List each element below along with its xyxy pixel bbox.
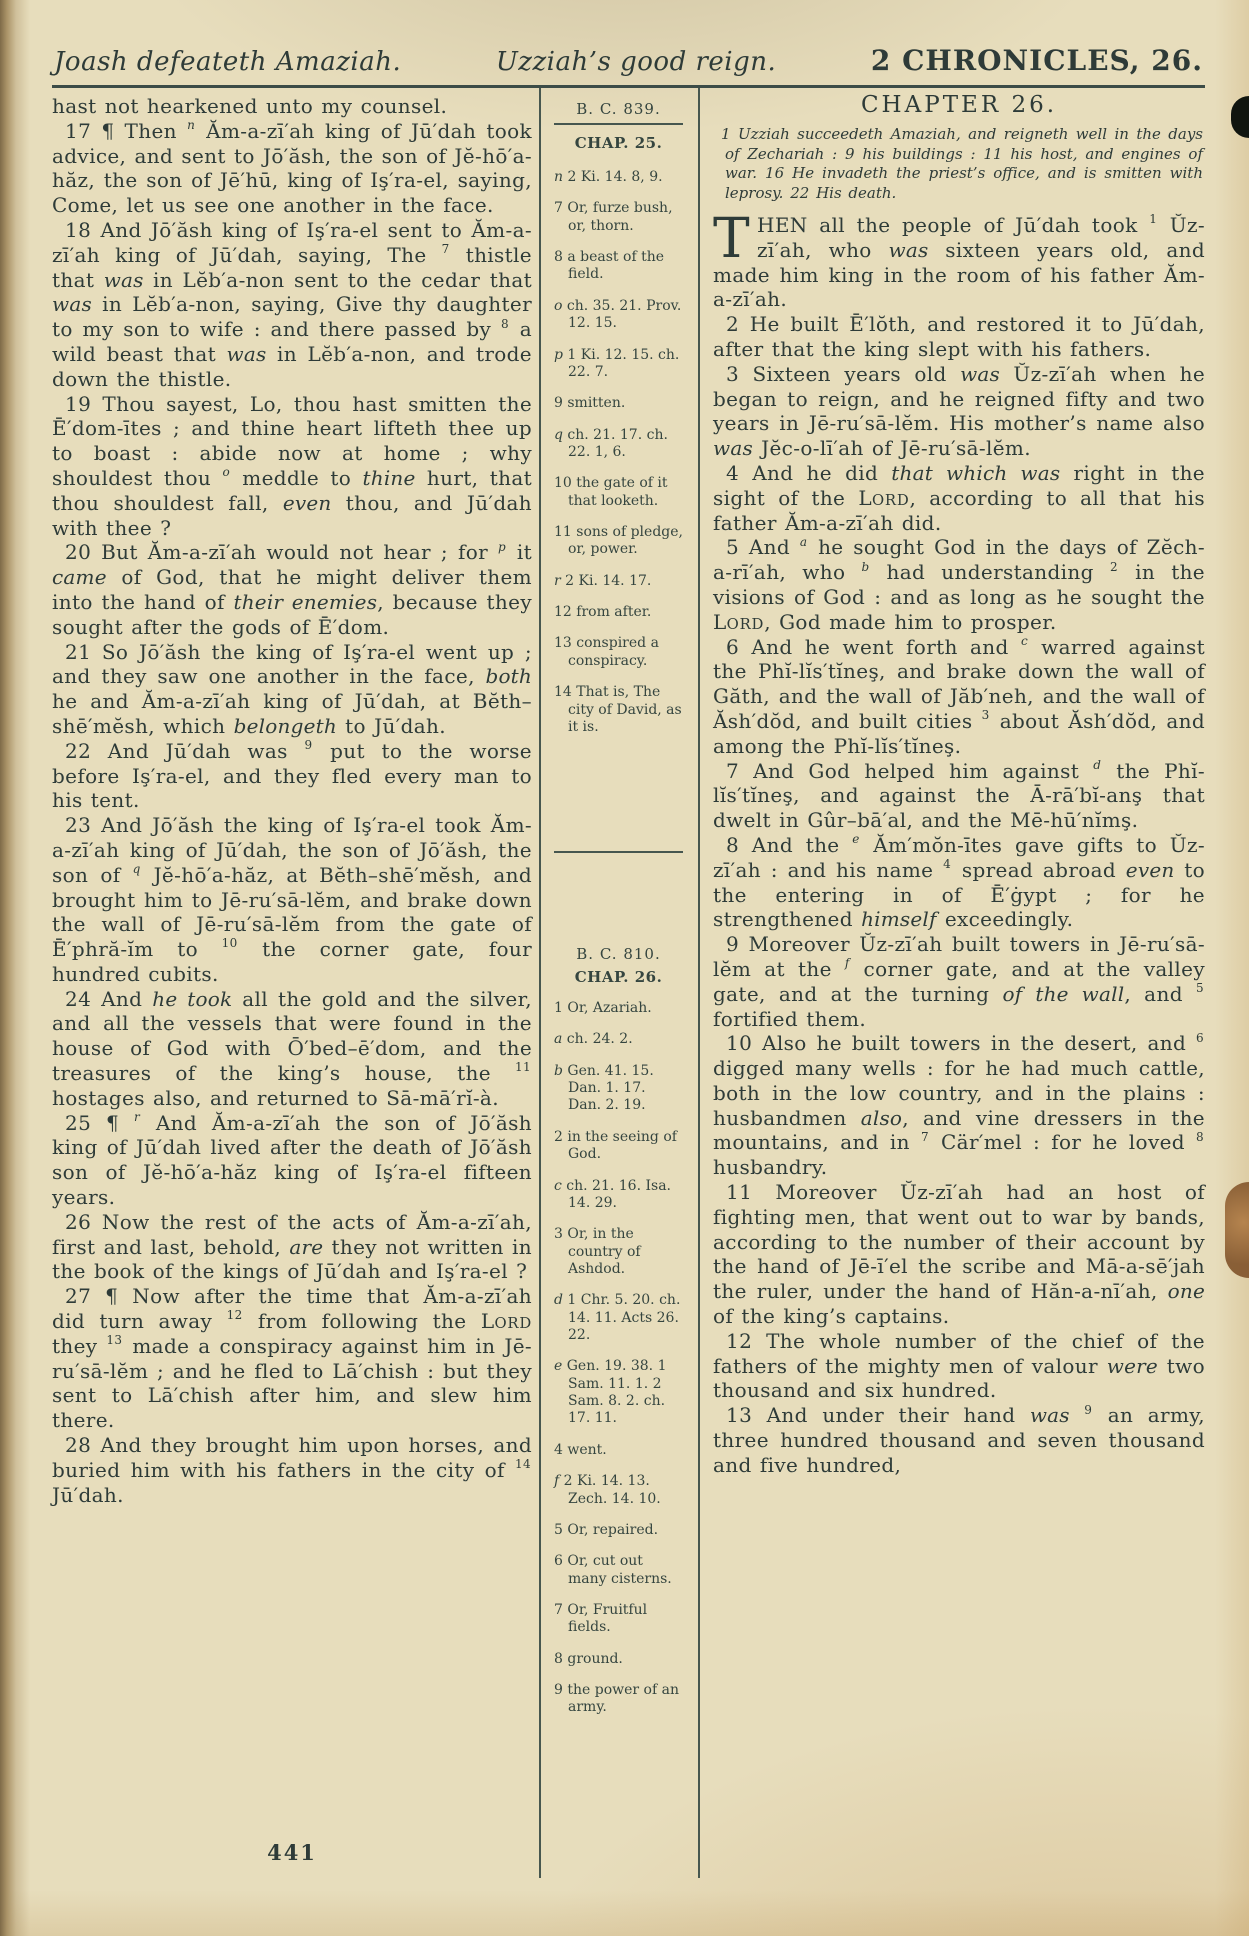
verse-paragraph: 7 And God helped him against $^d$ the Phĭ-lĭs′tĭneş, and against the Ā-rā′bĭ-anş that dwelt in Gûr–bā′al, and the Mē-hū′nĭmş. [713,757,1205,833]
margin-note: r 2 Ki. 14. 17. [554,572,652,589]
margin-note: 9 the power of an army. [554,1682,679,1716]
running-head-left: Joash defeateth Amaziah. [54,47,402,77]
verse-paragraph: 18 And Jō′ăsh king of Iş′ra-el sent to Ăm-a-zī′ah king of Jū′dah, saying, The $^7$ thistle that was in Lĕb′a-non sent to the cedar that was in Lĕb′a-non, saying, Give thy daughter to my son to wife : and there passed by $^8$ a wild beast that was in Lĕb′a-non, and trode down the thistle. [52,217,532,391]
verse-paragraph: 6 And he went forth and $^c$ warred against the Phĭ-lĭs′tĭneş, and brake down the wall of Găth, and the wall of Jăb′neh, and the wall of Ăsh′dŏd, and built cities $^3$ about Ăsh′dŏd, and among the Phĭ-lĭs′tĭneş. [713,633,1205,758]
margin-note: 3 Or, in the country of Ashdod. [554,1226,641,1277]
margin-note: 13 conspired a conspiracy. [554,635,659,669]
verse-paragraph: 20 But Ăm-a-zī′ah would not hear ; for $^p$ it came of God, that he might deliver them into the hand of their enemies, because they sought after the gods of Ē′dom. [52,539,533,639]
verse-paragraph: 9 Moreover Ŭz-zī′ah built towers in Jē-ru′sā-lĕm at the $^f$ corner gate, and at the valley gate, and at the turning of the wall, and $^5$ fortified them. [713,932,1205,1031]
margin-note: 7 Or, Fruitful fields. [554,1601,648,1636]
thumb-index-mark [1225,1182,1249,1278]
verse-paragraph: 21 So Jō′ăsh the king of Iş′ra-el went up ; and they saw one another in the face, both he and Ăm-a-zī′ah king of Jū′dah, at Bĕth–shē′mĕsh, which belongeth to Jū′dah. [52,639,532,738]
right-verses [713,312,1205,1477]
bc-date-label: B. C. 839. [576,100,661,118]
verse-paragraph: 17 ¶ Then $^n$ Ăm-a-zī′ah king of Jū′dah took advice, and sent to Jō′ăsh, the son of Jĕ-hō′a-hăz, the son of Jē′hū, king of Iş′ra-el, saying, Come, let us see one another in the face. [52,118,532,218]
margin-note: f 2 Ki. 14. 13. Zech. 14. 10. [554,1473,661,1507]
margin-note: 9 smitten. [554,395,626,412]
chapter-heading: CHAPTER 26. [860,92,1058,118]
margin-rule-top [554,123,683,125]
margin-note: p 1 Ki. 12. 15. ch. 22. 7. [554,346,680,380]
verse-paragraph: 23 And Jō′ăsh the king of Iş′ra-el took Ăm-a-zī′ah king of Jū′dah, the son of Jō′ăsh, the son of $^q$ Jĕ-hō′a-hăz, at Bĕth–shē′mĕsh, and brought him to Jē-ru′sā-lĕm, and brake down the wall of Jē-ru′sā-lĕm from the gate of Ē′phră-ĭm to $^{10}$ the corner gate, four hundred cubits. [52,813,532,986]
margin-rule-middle [554,851,683,853]
verse-paragraph: 28 And they brought him upon horses, and buried him with his fathers in the city of $^{14}$ Jū′dah. [52,1433,532,1507]
margin-note: n 2 Ki. 14. 8, 9. [554,169,663,185]
chapter-26-label: CHAP. 26. [574,968,663,986]
margin-note: 14 That is, The city of David, as it is. [554,684,682,735]
verse-paragraph: 3 Sixteen years old was Ŭz-zī′ah when he began to reign, and he reigned fifty and two years in Jē-ru′sā-lĕm. His mother’s name also was Jĕc-o-lī′ah of Jē-ru′sā-lĕm. [713,361,1206,461]
margin-note: 1 Or, Azariah. [554,1000,652,1016]
margin-note: 6 Or, cut out many cisterns. [554,1553,672,1587]
chapter-summary: 1 Uzziah succeedeth Amaziah, and reigneth well in the days of Zechariah : 9 his buildings : 11 his host, and engines of war. 16 He invadeth the priest’s office, and is smitten with leprosy. 22 His death. [721,125,1203,202]
margin-note: d 1 Chr. 5. 20. ch. 14. 11. Acts 26. 22. [554,1292,681,1344]
verse-paragraph: 27 ¶ Now after the time that Ăm-a-zī′ah did turn away $^{12}$ from following the LORD they $^{13}$ made a conspiracy against him in Jē-ru′sā-lĕm ; and he fled to Lā′chish : but they sent to Lā′chish after him, and slew him there. [52,1284,532,1433]
margin-note: 2 in the seeing of God. [554,1128,677,1163]
margin-note: 11 sons of pledge, or, power. [554,524,683,558]
running-head-book-title: 2 CHRONICLES, 26. [870,44,1203,77]
margin-note: 12 from after. [554,604,652,621]
chapter-26-notes [554,1000,683,1717]
verse-paragraph: 19 Thou sayest, Lo, thou hast smitten the Ē′dom-ītes ; and thine heart lifteth thee up to boast : abide now at home ; why shouldest thou $^o$ meddle to thine hurt, that thou shouldest fall, even thou, and Jū′dah with thee ? [52,391,532,540]
margin-note: 4 went. [554,1441,607,1458]
verse-text: HEN all the people of Jū′dah took $^1$ Ŭz-zī′ah, who was sixteen years old, and made him king in the room of his father Ăm-a-zī′ah. [713,212,1205,312]
right-text-column [700,88,1205,1878]
margin-note: a ch. 24. 2. [554,1031,633,1048]
bc-date-label: B. C. 810. [576,945,661,963]
margin-note: 8 ground. [554,1650,623,1667]
verse-paragraph: 10 Also he built towers in the desert, and $^6$ digged many wells : for he had much cattle, both in the low country, and in the plains : husbandmen also, and vine dressers in the mountains, and in $^7$ Cär′mel : for he loved $^8$ husbandry. [713,1030,1205,1180]
verse-paragraph: 12 The whole number of the chief of the fathers of the mighty men of valour were two thousand and six hundred. [713,1328,1205,1403]
margin-note: o ch. 35. 21. Prov. 12. 15. [554,297,682,332]
margin-note: b Gen. 41. 15. Dan. 1. 17. Dan. 2. 19. [554,1062,654,1114]
verse-paragraph: 26 Now the rest of the acts of Ăm-a-zī′ah, first and last, behold, are they not written in the book of the kings of Jū′dah and Iş′ra-el ? [52,1209,532,1284]
text-columns [0,88,1249,1878]
margin-note: q ch. 21. 17. ch. 22. 1, 6. [554,426,668,460]
page-number: 441 [267,1840,317,1865]
verse-paragraph: hast not hearkened unto my counsel. [52,94,448,118]
page-header [0,0,1249,85]
verse-paragraph: 2 He built Ē′lŏth, and restored it to Jū′dah, after that the king slept with his fathers. [713,312,1205,361]
verse-paragraph: 22 And Jū′dah was $^9$ put to the worse before Iş′ra-el, and they fled every man to his tent. [52,738,532,813]
running-head-center: Uzziah’s good reign. [495,47,777,77]
verse-paragraph: 25 ¶ $^r$ And Ăm-a-zī′ah the son of Jō′ăsh king of Jū′dah lived after the death of Jō′ăsh son of Jĕ-hō′a-hăz king of Iş′ra-el fifteen years. [52,1110,533,1210]
verse-paragraph: 8 And the $^e$ Ăm′mŏn-ītes gave gifts to Ŭz-zī′ah : and his name $^4$ spread abroad even to the entering in of Ē′ġypt ; for he strengthened himself exceedingly. [713,832,1205,932]
margin-note: 5 Or, repaired. [554,1521,659,1538]
verse-paragraph: 5 And $^a$ he sought God in the days of Zĕch-a-rī′ah, who $^b$ had understanding $^2$ in the visions of God : and as long as he sought the LORD, God made him to prosper. [713,534,1206,634]
verse-paragraph [713,206,1205,312]
chapter-25-label: CHAP. 25. [574,134,663,152]
margin-note: e Gen. 19. 38. 1 Sam. 11. 1. 2 Sam. 8. 2. ch. 17. 11. [554,1358,667,1427]
margin-note: 8 a beast of the field. [554,249,664,283]
margin-note: 7 Or, furze bush, or, thorn. [554,200,673,234]
verse-paragraph: 4 And he did that which was right in the sight of the LORD, according to all that his father Ăm-a-zī′ah did. [713,460,1205,535]
margin-note: 10 the gate of it that looketh. [554,475,668,509]
drop-cap: T [713,206,751,270]
verse-paragraph: 24 And he took all the gold and the silver, and all the vessels that were found in the house of God with Ō′bed–ē′dom, and the treasures of the king’s house, the $^{11}$ hostages also, and returned to Sā-mā′rĭ-à. [52,986,532,1110]
margin-reference-column [541,88,691,1878]
margin-note: c ch. 21. 16. Isa. 14. 29. [554,1177,671,1211]
left-text-column [52,88,532,1878]
chapter-25-notes [554,169,683,845]
verse-paragraph: 13 And under their hand was $^9$ an army, three hundred thousand and seven thousand and five hundred, [713,1402,1205,1477]
verse-paragraph: 11 Moreover Ŭz-zī′ah had an host of fighting men, that went out to war by bands, according to the number of their account by the hand of Jē-ī′el the scribe and Mā-a-sē′jah the ruler, under the hand of Hăn-a-nī′ah, one of the king’s captains. [713,1180,1205,1329]
